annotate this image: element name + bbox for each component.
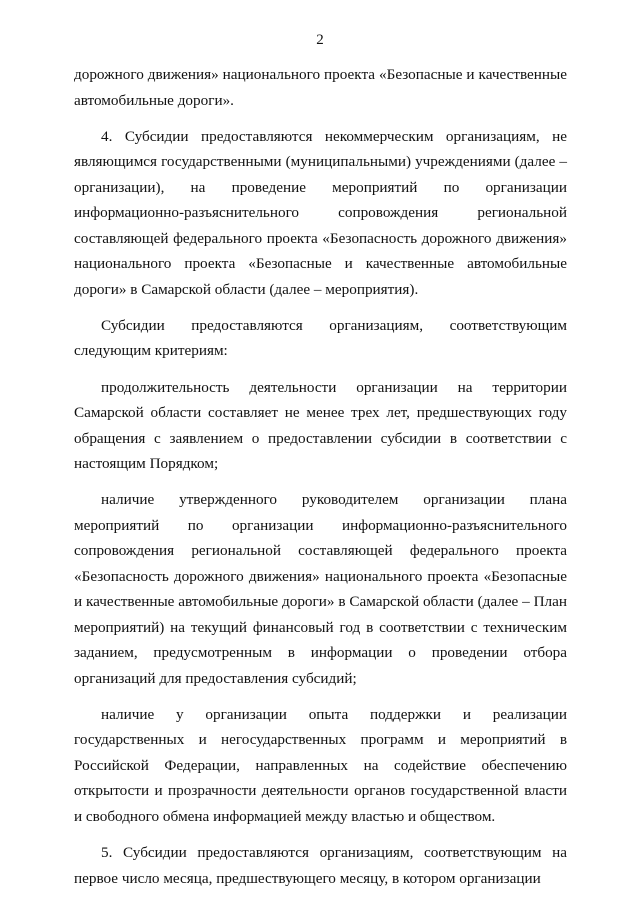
paragraph-item-5: 5. Субсидии предоставляются организациям, соответствующим на первое число месяца, предшествующего месяцу, в котором организации [74,844,567,887]
paragraph-criterion-plan: наличие утвержденного руководителем организации плана мероприятий по организации информационно-разъяснительного сопровождения региональной составляющей федерального проекта «Безопасность дорожного движения» национального проекта «Безопасные и качественные автомобильные дороги» в Самарской области (далее – План мероприятий) на текущий финансовый год в соответствии с техническим заданием, предусмотренным в информации о проведении отбора организаций для предоставления субсидий; [74,491,567,687]
document-body [74,62,567,902]
paragraph-criteria-intro: Субсидии предоставляются организациям, соответствующим следующим критериям: [74,316,567,360]
paragraph-criterion-experience: наличие у организации опыта поддержки и реализации государственных и негосударственных программ и мероприятий в Российской Федерации, направленных на содействие обеспечению открытости и прозрачности деятельности органов государственной власти и свободного обмена информацией между властью и обществом. [74,705,567,825]
paragraph-continuation: дорожного движения» национального проекта «Безопасные и качественные автомобильные дороги». [74,66,567,109]
paragraph-criterion-duration: продолжительность деятельности организации на территории Самарской области составляет не менее трех лет, предшествующих году обращения с заявлением о предоставлении субсидии в соответствии с настоящим Порядком; [74,378,567,473]
page-number: 2 [316,32,324,48]
paragraph-item-4: 4. Субсидии предоставляются некоммерческим организациям, не являющимся государственными (муниципальными) учреждениями (далее – организации), на проведение мероприятий по организации информационно-разъяснительного сопровождения региональной составляющей федерального проекта «Безопасность дорожного движения» национального проекта «Безопасные и качественные автомобильные дороги» в Самарской области (далее – мероприятия). [74,127,567,298]
